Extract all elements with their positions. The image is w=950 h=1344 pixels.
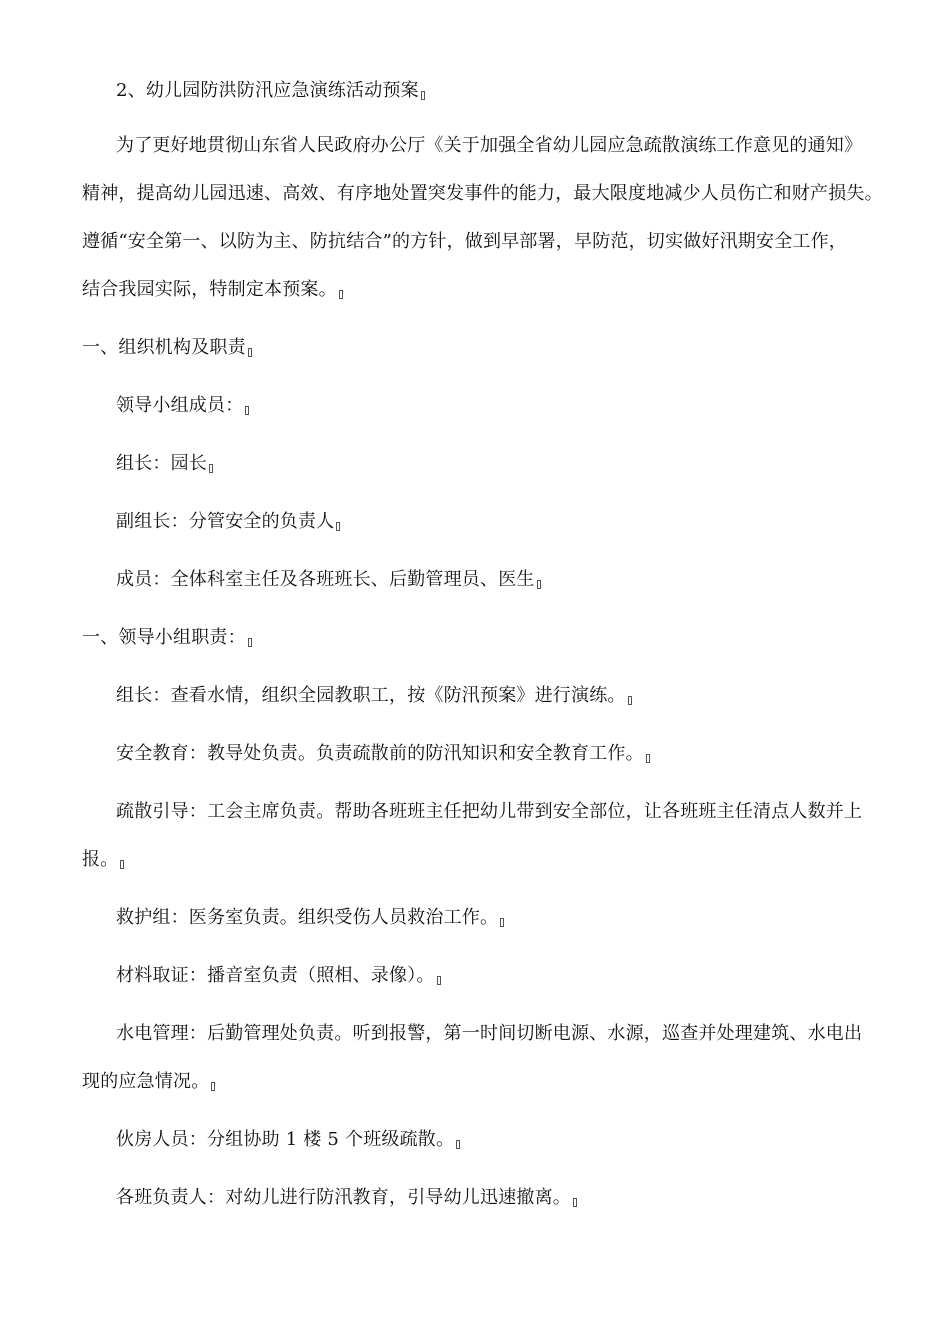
members-line bbox=[116, 568, 541, 592]
leader-text: 组长：园长 bbox=[116, 453, 207, 474]
section2-heading-text: 一、领导小组职责： bbox=[82, 627, 246, 648]
paragraph-mark-icon bbox=[339, 290, 343, 299]
paragraph-mark-icon bbox=[456, 1140, 460, 1149]
section2-heading bbox=[82, 626, 252, 650]
intro-line-4 bbox=[82, 278, 343, 302]
section1-heading bbox=[82, 336, 252, 360]
safety-education-text: 安全教育：教导处负责。负责疏散前的防汛知识和安全教育工作。 bbox=[116, 743, 644, 764]
members-label bbox=[116, 394, 249, 418]
utilities-line-2-text: 现的应急情况。 bbox=[82, 1071, 210, 1092]
paragraph-mark-icon bbox=[500, 918, 504, 927]
paragraph-mark-icon bbox=[211, 1082, 215, 1091]
paragraph-mark-icon bbox=[120, 860, 124, 869]
paragraph-mark-icon bbox=[646, 754, 650, 763]
members-text: 成员：全体科室主任及各班班长、后勤管理员、医生 bbox=[116, 569, 535, 590]
document-title bbox=[116, 79, 425, 103]
paragraph-mark-icon bbox=[437, 976, 441, 985]
intro-line-2: 精神，提高幼儿园迅速、高效、有序地处置突发事件的能力，最大限度地减少人员伤亡和财产损失。 bbox=[82, 183, 883, 204]
intro-line-3: 遵循“安全第一、以防为主、防抗结合”的方针，做到早部署，早防范，切实做好汛期安全工作， bbox=[82, 231, 847, 252]
intro-line-4-text: 结合我园实际，特制定本预案。 bbox=[82, 279, 337, 300]
title-text: 2、幼儿园防洪防汛应急演练活动预案 bbox=[116, 80, 419, 101]
leader-duty-text: 组长：查看水情，组织全园教职工，按《防汛预案》进行演练。 bbox=[116, 685, 626, 706]
paragraph-mark-icon bbox=[573, 1198, 577, 1207]
class-heads-line bbox=[116, 1186, 577, 1210]
evacuation-line-2 bbox=[82, 848, 124, 872]
rescue-text: 救护组：医务室负责。组织受伤人员救治工作。 bbox=[116, 907, 499, 928]
paragraph-mark-icon bbox=[537, 580, 541, 589]
members-label-text: 领导小组成员： bbox=[116, 395, 244, 416]
paragraph-mark-icon bbox=[245, 406, 249, 415]
materials-text: 材料取证：播音室负责（照相、录像）。 bbox=[116, 965, 435, 986]
utilities-line-1: 水电管理：后勤管理处负责。听到报警，第一时间切断电源、水源，巡查并处理建筑、水电出 bbox=[116, 1023, 863, 1044]
paragraph-mark-icon bbox=[628, 696, 632, 705]
rescue-line bbox=[116, 906, 504, 930]
intro-line-1: 为了更好地贯彻山东省人民政府办公厅《关于加强全省幼儿园应急疏散演练工作意见的通知》 bbox=[116, 135, 863, 156]
paragraph-mark-icon bbox=[336, 522, 340, 531]
utilities-line-2 bbox=[82, 1070, 215, 1094]
paragraph-mark-icon bbox=[248, 348, 252, 357]
evacuation-line-2-text: 报。 bbox=[82, 849, 119, 870]
materials-line bbox=[116, 964, 441, 988]
safety-education-line bbox=[116, 742, 650, 766]
paragraph-mark-icon bbox=[209, 464, 213, 473]
kitchen-line bbox=[116, 1128, 460, 1152]
leader-duty-line bbox=[116, 684, 632, 708]
deputy-line bbox=[116, 510, 340, 534]
kitchen-text: 伙房人员：分组协助 1 楼 5 个班级疏散。 bbox=[116, 1129, 455, 1150]
deputy-text: 副组长：分管安全的负责人 bbox=[116, 511, 335, 532]
paragraph-mark-icon bbox=[421, 91, 425, 100]
evacuation-line-1: 疏散引导：工会主席负责。帮助各班班主任把幼儿带到安全部位，让各班班主任清点人数并上 bbox=[116, 801, 863, 822]
class-heads-text: 各班负责人：对幼儿进行防汛教育，引导幼儿迅速撤离。 bbox=[116, 1187, 571, 1208]
paragraph-mark-icon bbox=[248, 638, 252, 647]
section1-heading-text: 一、组织机构及职责 bbox=[82, 337, 246, 358]
leader-line bbox=[116, 452, 213, 476]
